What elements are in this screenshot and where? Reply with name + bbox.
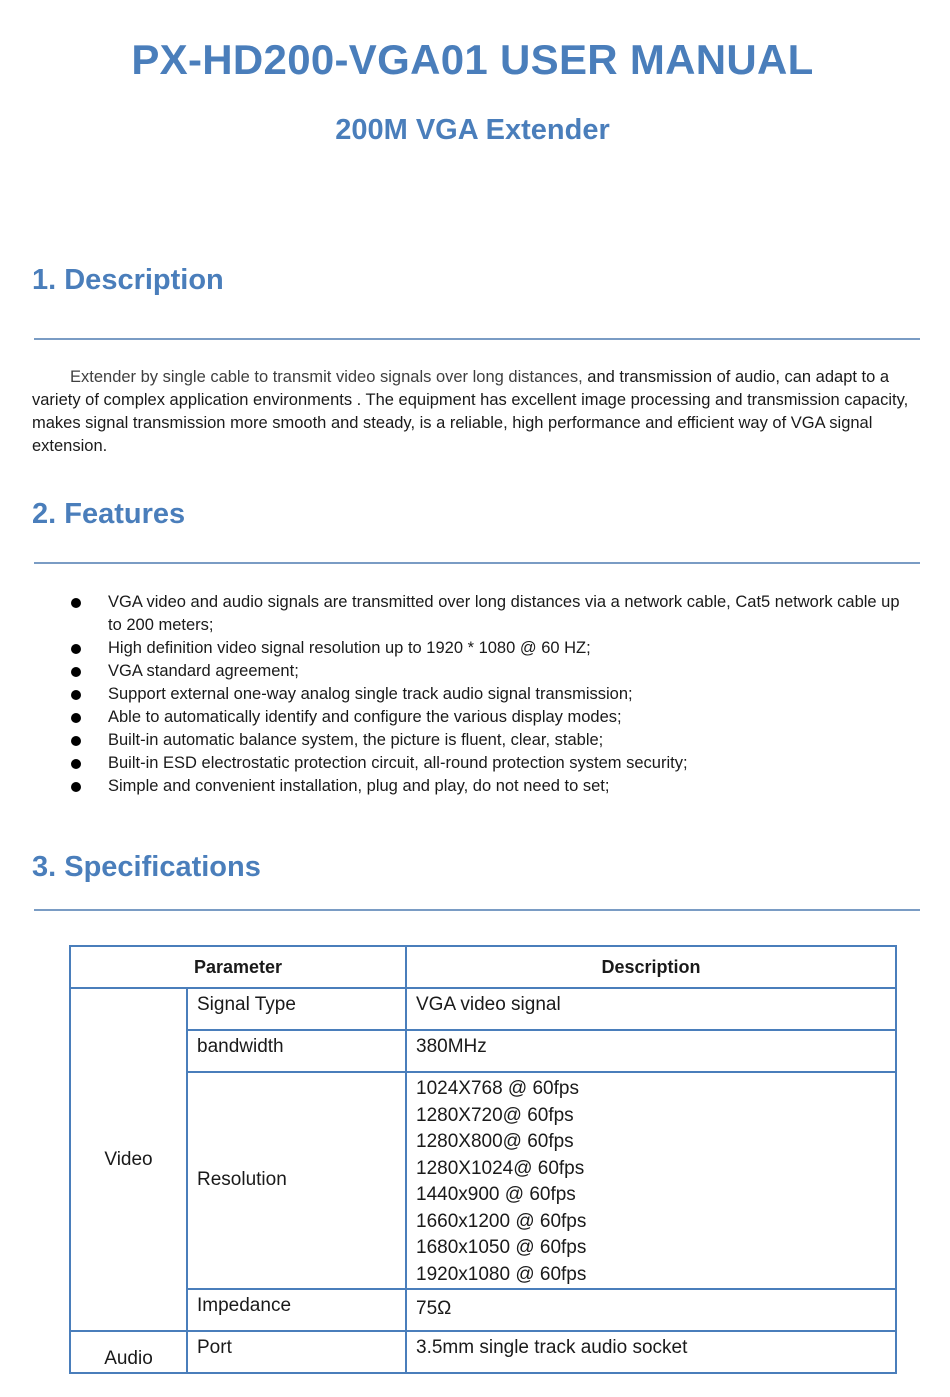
table-row	[70, 1289, 896, 1331]
document-title: PX-HD200-VGA01 USER MANUAL	[131, 36, 814, 83]
resolution-item: 1280X800@ 60fps	[416, 1131, 574, 1152]
bullet-icon	[71, 736, 81, 746]
feature-text: Built-in ESD electrostatic protection circuit, all-round protection system security;	[108, 754, 688, 772]
description-text-body: and transmission of audio, can adapt to a variety of complex application environments . The equipment has excellent image processing and transmission capacity, makes signal transmission more smooth and steady, is a reliable, high performance and efficient way of VGA signal extension.	[32, 368, 909, 455]
features-list	[0, 591, 950, 798]
group-label-text: Video	[104, 1148, 153, 1170]
feature-item	[0, 752, 950, 775]
feature-text: Built-in automatic balance system, the picture is fluent, clear, stable;	[108, 731, 604, 749]
parameter-label: Resolution	[197, 1169, 287, 1191]
value-cell	[406, 1030, 896, 1072]
value-cell	[406, 988, 896, 1030]
bullet-icon	[71, 713, 81, 723]
group-label-video	[70, 988, 187, 1331]
feature-item	[0, 706, 950, 729]
parameter-value: VGA video signal	[416, 994, 561, 1015]
description-text-intro: Extender by single cable to transmit video signals over long distances,	[70, 368, 583, 386]
resolution-item: 1280X720@ 60fps	[416, 1104, 574, 1126]
feature-text: VGA video and audio signals are transmitted over long distances via a network cable, Cat5 network cable up to 200 meters;	[108, 593, 900, 634]
resolution-item: 1920x1080 @ 60fps	[416, 1263, 587, 1285]
column-header-parameter: Parameter	[70, 946, 406, 988]
specifications-table	[69, 945, 897, 1374]
specifications-heading: 3. Specifications	[32, 851, 261, 883]
resolution-list	[407, 1073, 895, 1288]
resolution-item: 1280X1024@ 60fps	[416, 1157, 585, 1179]
bullet-icon	[71, 690, 81, 700]
feature-text: High definition video signal resolution up to 1920 * 1080 @ 60 HZ;	[108, 639, 591, 657]
document-subtitle: 200M VGA Extender	[335, 114, 610, 146]
feature-text: Support external one-way analog single track audio signal transmission;	[108, 685, 633, 703]
table-row	[70, 1030, 896, 1072]
value-cell	[406, 1072, 896, 1289]
resolution-item: 1660x1200 @ 60fps	[416, 1210, 587, 1232]
parameter-cell	[187, 988, 406, 1030]
value-cell	[406, 1331, 896, 1373]
table-row	[70, 1072, 896, 1289]
feature-text: VGA standard agreement;	[108, 662, 299, 680]
features-heading: 2. Features	[32, 498, 186, 530]
feature-item	[0, 637, 950, 660]
parameter-value: 3.5mm single track audio socket	[416, 1337, 688, 1358]
description-paragraph	[32, 366, 920, 458]
parameter-label: bandwidth	[197, 1036, 284, 1057]
section-divider	[34, 909, 920, 911]
parameter-cell	[187, 1072, 406, 1289]
feature-item	[0, 683, 950, 706]
section-divider	[34, 338, 920, 340]
parameter-value: 75Ω	[416, 1298, 452, 1319]
table-row	[70, 988, 896, 1030]
resolution-item: 1680x1050 @ 60fps	[416, 1237, 587, 1258]
feature-item	[0, 660, 950, 683]
feature-text: Simple and convenient installation, plug and play, do not need to set;	[108, 777, 610, 795]
feature-item	[0, 591, 950, 637]
description-heading: 1. Description	[32, 264, 224, 296]
feature-item	[0, 775, 950, 798]
parameter-cell	[187, 1289, 406, 1331]
resolution-item: 1440x900 @ 60fps	[416, 1184, 576, 1205]
section-divider	[34, 562, 920, 564]
group-label-audio	[70, 1331, 187, 1373]
resolution-item: 1024X768 @ 60fps	[416, 1078, 579, 1099]
value-cell	[406, 1289, 896, 1331]
bullet-icon	[71, 782, 81, 792]
group-label-text: Audio	[104, 1348, 153, 1369]
parameter-label: Impedance	[197, 1295, 292, 1316]
bullet-icon	[71, 759, 81, 769]
feature-text: Able to automatically identify and configure the various display modes;	[108, 708, 622, 726]
parameter-cell	[187, 1030, 406, 1072]
table-row	[70, 1331, 896, 1373]
parameter-label: Signal Type	[197, 994, 296, 1015]
feature-item	[0, 729, 950, 752]
bullet-icon	[71, 644, 81, 654]
parameter-cell	[187, 1331, 406, 1373]
table-header-row	[70, 946, 896, 988]
bullet-icon	[71, 598, 81, 608]
column-header-description: Description	[406, 946, 896, 988]
bullet-icon	[71, 667, 81, 677]
parameter-label: Port	[197, 1337, 232, 1358]
parameter-value: 380MHz	[416, 1036, 487, 1057]
